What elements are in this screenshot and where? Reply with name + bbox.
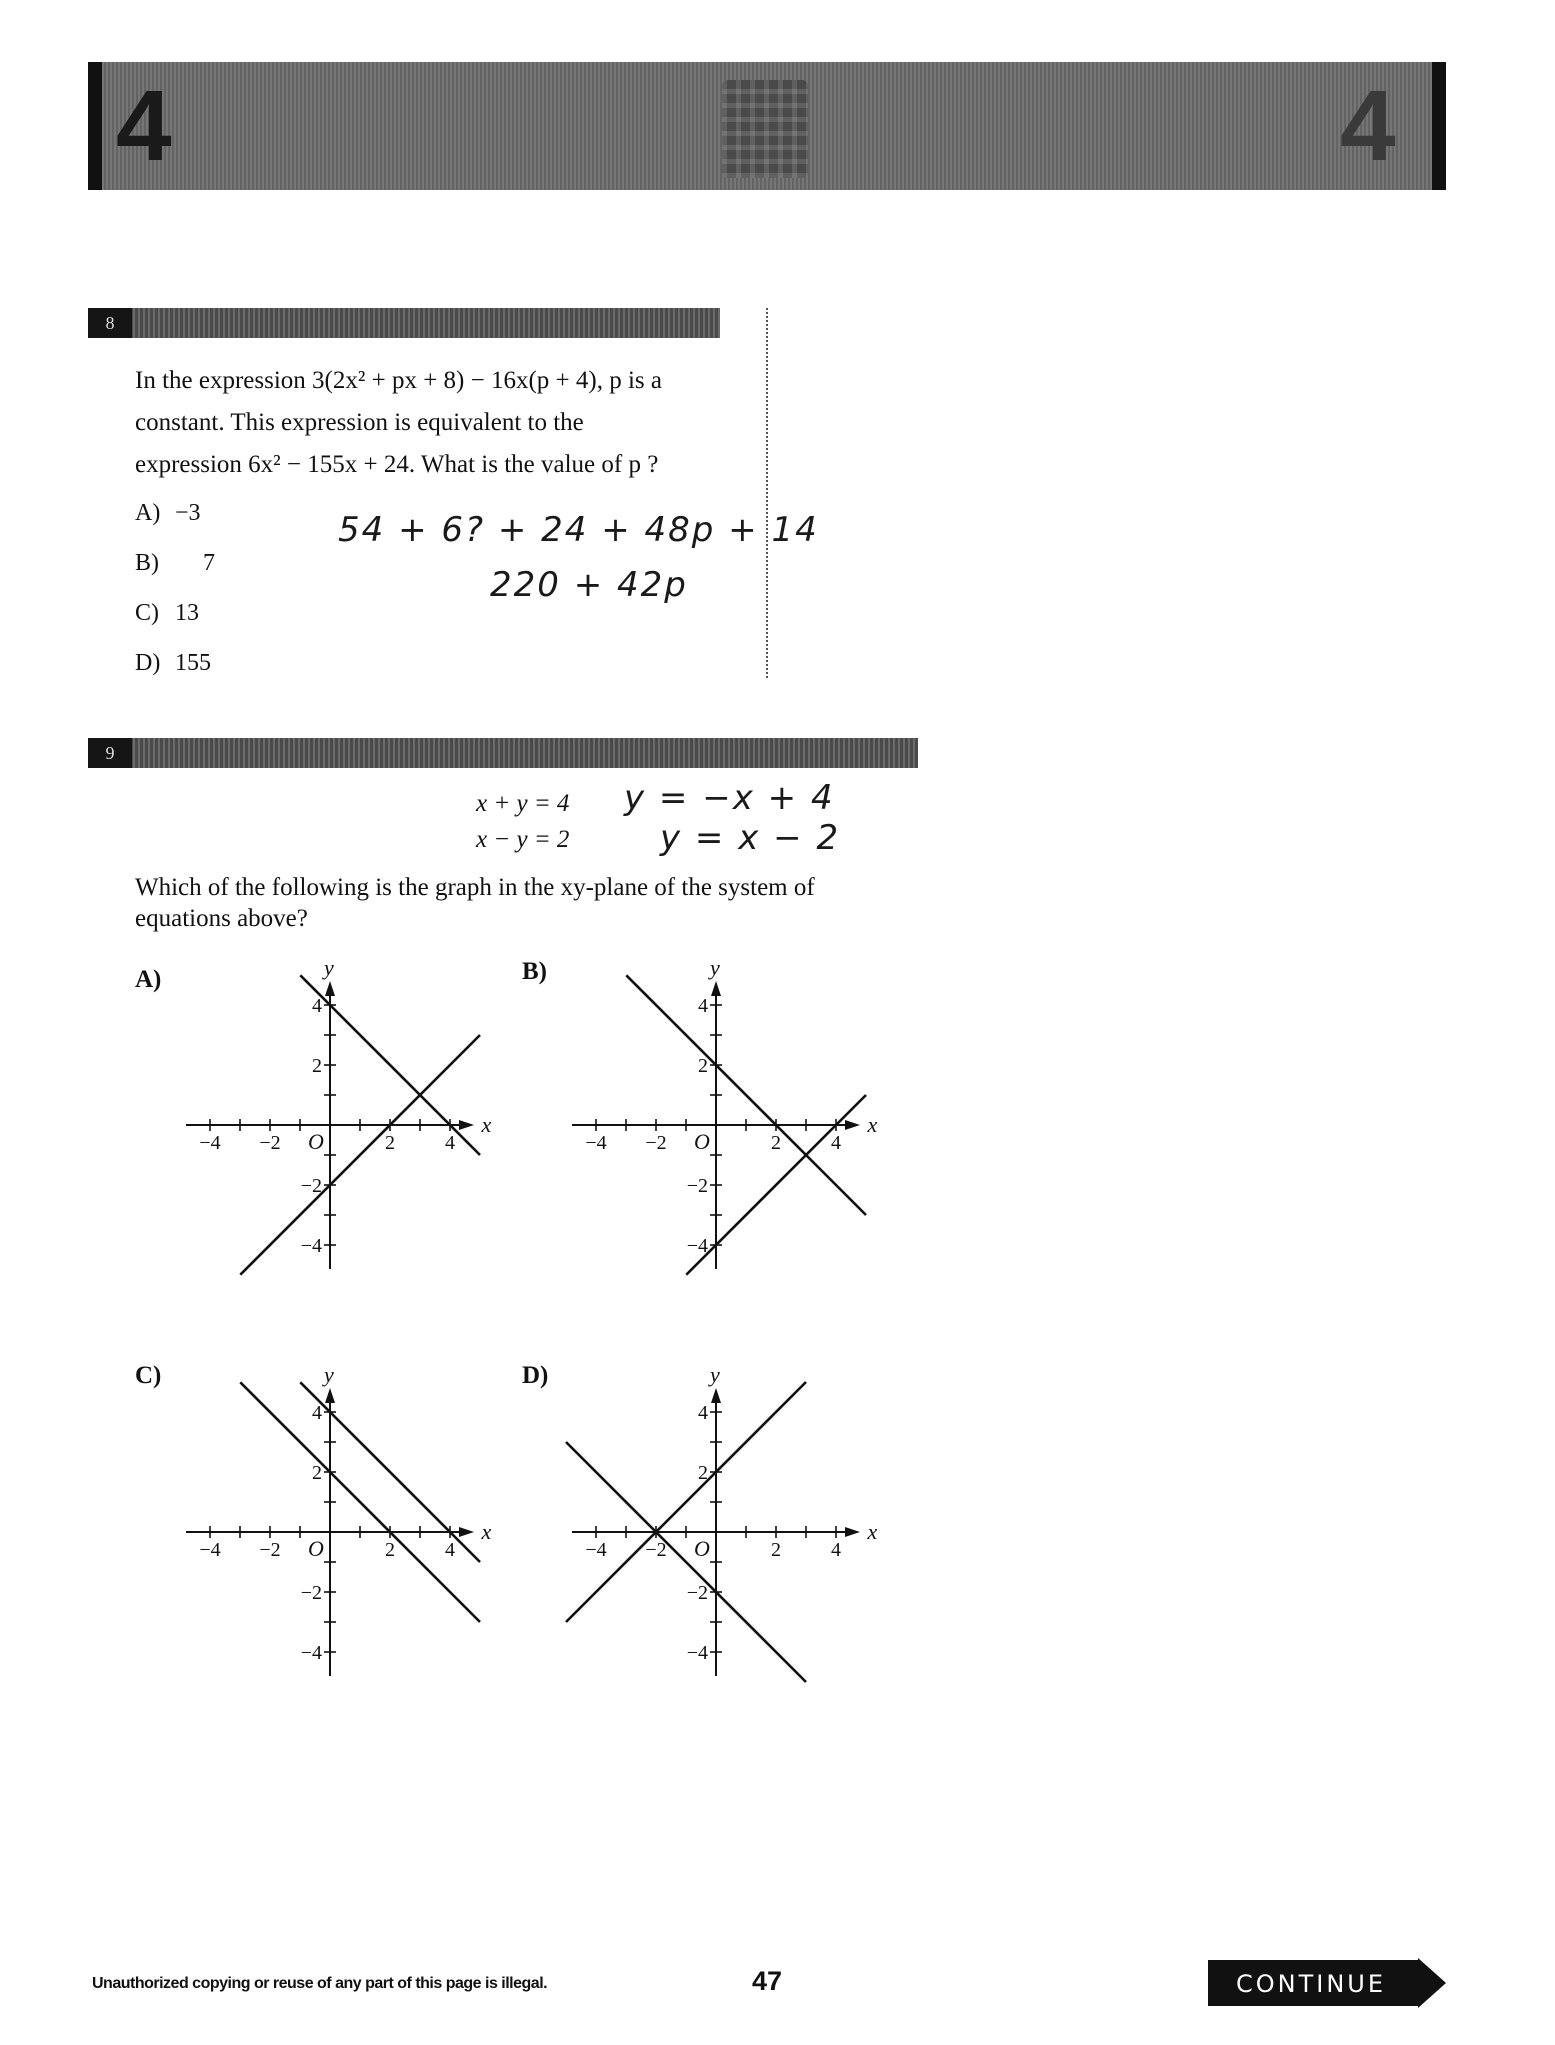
x-tick-label: 4 (831, 1539, 841, 1561)
section-number-right: 4 (1340, 70, 1396, 182)
stem-line: In the expression 3(2x² + px + 8) − 16x(p + 4), p is a (135, 367, 663, 394)
option-b[interactable] (135, 550, 215, 577)
x-tick-label: 4 (445, 1539, 455, 1561)
continue-button[interactable] (1208, 1958, 1446, 2008)
option-d[interactable] (135, 650, 211, 677)
question-9-number: 9 (88, 738, 132, 768)
y-axis-label: y (710, 1372, 720, 1387)
x-tick-label: −2 (645, 1132, 667, 1154)
question-8-stem (135, 360, 775, 486)
calculator-icon (722, 80, 808, 178)
y-tick-label: −4 (686, 1235, 708, 1257)
option-letter: B) (135, 550, 159, 576)
y-tick-label: −2 (686, 1175, 708, 1197)
origin-label: O (308, 1536, 324, 1561)
y-tick-label: 4 (312, 1402, 322, 1424)
y-tick-label: −4 (686, 1642, 708, 1664)
x-axis-arrow (845, 1527, 860, 1537)
equation-1: x + y = 4 (476, 790, 570, 817)
origin-label: O (694, 1536, 710, 1561)
x-axis-arrow (459, 1120, 474, 1130)
copyright-notice: Unauthorized copying or reuse of any part of this page is illegal. (92, 1975, 548, 1992)
x-axis-label: x (867, 1519, 878, 1544)
x-axis-label: x (481, 1519, 492, 1544)
y-tick-label: 2 (312, 1055, 322, 1077)
question-9-bar (88, 738, 918, 768)
y-tick-label: 2 (698, 1055, 708, 1077)
x-tick-label: −4 (199, 1132, 221, 1154)
origin-label: O (694, 1129, 710, 1154)
x-axis-label: x (481, 1112, 492, 1137)
y-tick-label: 4 (312, 995, 322, 1017)
graph-d[interactable] (556, 1372, 896, 1717)
graph-a[interactable] (170, 965, 510, 1310)
x-tick-label: −4 (585, 1539, 607, 1561)
handwritten-work-line: 54 + 6? + 24 + 48p + 14 (338, 510, 819, 550)
equation-2: x − y = 2 (476, 826, 570, 853)
handwritten-equation: y = x − 2 (660, 818, 841, 858)
x-tick-label: −2 (259, 1539, 281, 1561)
stem-line: equations above? (135, 905, 308, 932)
y-axis-arrow (325, 981, 335, 996)
y-axis-arrow (711, 1388, 721, 1403)
option-letter: A) (135, 500, 161, 526)
x-tick-label: −4 (585, 1132, 607, 1154)
graph-d-label[interactable]: D) (522, 1362, 549, 1389)
graph-line (240, 1035, 480, 1275)
graph-b[interactable] (556, 965, 896, 1310)
y-axis-arrow (325, 1388, 335, 1403)
graph-b-label[interactable]: B) (522, 958, 547, 985)
x-tick-label: 2 (385, 1132, 395, 1154)
option-text: 7 (203, 550, 215, 576)
x-axis-label: x (867, 1112, 878, 1137)
y-axis-label: y (324, 965, 334, 980)
option-text: 155 (175, 650, 211, 676)
y-tick-label: 2 (312, 1462, 322, 1484)
section-number: 4 (116, 70, 172, 182)
graph-line (240, 1382, 480, 1622)
x-tick-label: 4 (831, 1132, 841, 1154)
x-tick-label: −2 (645, 1539, 667, 1561)
y-tick-label: −2 (300, 1582, 322, 1604)
y-axis-label: y (324, 1372, 334, 1387)
option-letter: C) (135, 600, 159, 626)
x-tick-label: 2 (771, 1539, 781, 1561)
question-8-number: 8 (88, 308, 132, 338)
graph-line (626, 975, 866, 1215)
option-a[interactable] (135, 500, 201, 527)
y-tick-label: −2 (686, 1582, 708, 1604)
graph-c-label[interactable]: C) (135, 1362, 162, 1389)
origin-label: O (308, 1129, 324, 1154)
y-tick-label: −4 (300, 1235, 322, 1257)
y-axis-label: y (710, 965, 720, 980)
question-9-stem (135, 872, 915, 934)
option-text: −3 (175, 500, 201, 526)
page-number: 47 (752, 1966, 783, 1996)
option-letter: D) (135, 650, 161, 676)
stem-line: Which of the following is the graph in the xy-plane of the system of (135, 874, 815, 901)
graph-a-label[interactable]: A) (135, 966, 162, 993)
option-c[interactable] (135, 600, 199, 627)
y-tick-label: 2 (698, 1462, 708, 1484)
y-tick-label: 4 (698, 1402, 708, 1424)
handwritten-equation: y = −x + 4 (624, 778, 835, 818)
y-tick-label: −4 (300, 1642, 322, 1664)
y-tick-label: 4 (698, 995, 708, 1017)
y-axis-arrow (711, 981, 721, 996)
x-tick-label: 2 (771, 1132, 781, 1154)
option-text: 13 (175, 600, 199, 626)
x-tick-label: 4 (445, 1132, 455, 1154)
continue-label: CONTINUE (1235, 1970, 1387, 1998)
x-axis-arrow (845, 1120, 860, 1130)
x-tick-label: 2 (385, 1539, 395, 1561)
x-tick-label: −4 (199, 1539, 221, 1561)
graph-c[interactable] (170, 1372, 510, 1717)
x-axis-arrow (459, 1527, 474, 1537)
stem-line: constant. This expression is equivalent to the (135, 409, 584, 436)
y-tick-label: −2 (300, 1175, 322, 1197)
handwritten-work-line: 220 + 42p (490, 565, 688, 605)
x-tick-label: −2 (259, 1132, 281, 1154)
question-8-bar (88, 308, 720, 338)
stem-line: expression 6x² − 155x + 24. What is the value of p ? (135, 451, 659, 478)
